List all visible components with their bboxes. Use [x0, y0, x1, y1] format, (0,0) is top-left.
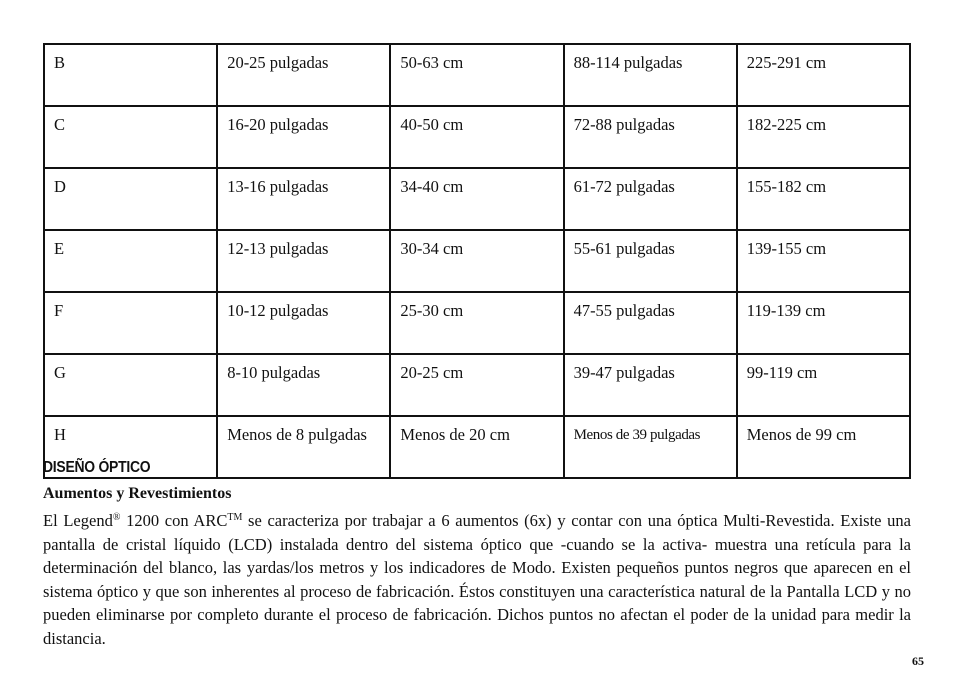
table-cell: E — [44, 230, 217, 292]
table-cell: 47-55 pulgadas — [564, 292, 737, 354]
body-text-part-2: 1200 con ARC — [120, 511, 228, 530]
page-number: 65 — [912, 654, 924, 668]
table-cell: 34-40 cm — [390, 168, 563, 230]
table-cell: 10-12 pulgadas — [217, 292, 390, 354]
table-cell: 225-291 cm — [737, 44, 910, 106]
table-cell: G — [44, 354, 217, 416]
table-cell: 155-182 cm — [737, 168, 910, 230]
body-text-part-3: se caracteriza por trabajar a 6 aumentos (6x) y contar con una óptica Multi-Revestida. Existe una pantalla de cristal líquido (LCD) instalada dentro del sistema óptico que -cuando se la activa- muestra una retícula para la determinación del blanco, las yardas/los metros y los indicadores de Modo. Existen pequeños puntos negros que aparecen en el sistema óptico y que son inherentes al proceso de fabricación. Éstos constituyen una característica natural de la Pantalla LCD y no pueden eliminarse por completo durante el proceso de fabricación. Dichos puntos no afectan el poder de la unidad para medir la distancia. — [43, 511, 912, 648]
table-cell: 50-63 cm — [390, 44, 563, 106]
table-cell: 20-25 cm — [390, 354, 563, 416]
table-cell: B — [44, 44, 217, 106]
distance-table-body — [44, 44, 910, 478]
table-cell: 99-119 cm — [737, 354, 910, 416]
table-cell: 30-34 cm — [390, 230, 563, 292]
table-cell: 40-50 cm — [390, 106, 563, 168]
table-row — [44, 416, 910, 478]
body-text-part-1: El Legend — [43, 511, 113, 530]
table-row — [44, 168, 910, 230]
table-row — [44, 230, 910, 292]
table-cell: D — [44, 168, 217, 230]
table-cell: 39-47 pulgadas — [564, 354, 737, 416]
trademark-mark: TM — [227, 512, 243, 523]
table-cell: Menos de 99 cm — [737, 416, 910, 478]
table-cell: 12-13 pulgadas — [217, 230, 390, 292]
table-cell: 8-10 pulgadas — [217, 354, 390, 416]
table-cell: 182-225 cm — [737, 106, 910, 168]
table-row — [44, 106, 910, 168]
table-cell: 25-30 cm — [390, 292, 563, 354]
table-cell: 55-61 pulgadas — [564, 230, 737, 292]
registered-mark: ® — [112, 512, 121, 523]
section-title: DISEÑO ÓPTICO — [43, 459, 151, 476]
table-cell: H — [44, 416, 217, 478]
distance-table — [43, 43, 911, 479]
table-cell: 139-155 cm — [737, 230, 910, 292]
body-paragraph — [43, 509, 911, 651]
table-row — [44, 354, 910, 416]
table-row — [44, 292, 910, 354]
table-row — [44, 44, 910, 106]
table-cell: 119-139 cm — [737, 292, 910, 354]
table-cell: 13-16 pulgadas — [217, 168, 390, 230]
table-cell: 72-88 pulgadas — [564, 106, 737, 168]
table-cell: F — [44, 292, 217, 354]
table-cell: 88-114 pulgadas — [564, 44, 737, 106]
table-cell: 16-20 pulgadas — [217, 106, 390, 168]
table-cell: 61-72 pulgadas — [564, 168, 737, 230]
distance-table-container — [43, 43, 911, 479]
subsection-title: Aumentos y Revestimientos — [43, 485, 232, 502]
table-cell: Menos de 39 pulgadas — [564, 416, 737, 478]
table-cell: C — [44, 106, 217, 168]
table-cell: 20-25 pulgadas — [217, 44, 390, 106]
table-cell: Menos de 20 cm — [390, 416, 563, 478]
table-cell: Menos de 8 pulgadas — [217, 416, 390, 478]
